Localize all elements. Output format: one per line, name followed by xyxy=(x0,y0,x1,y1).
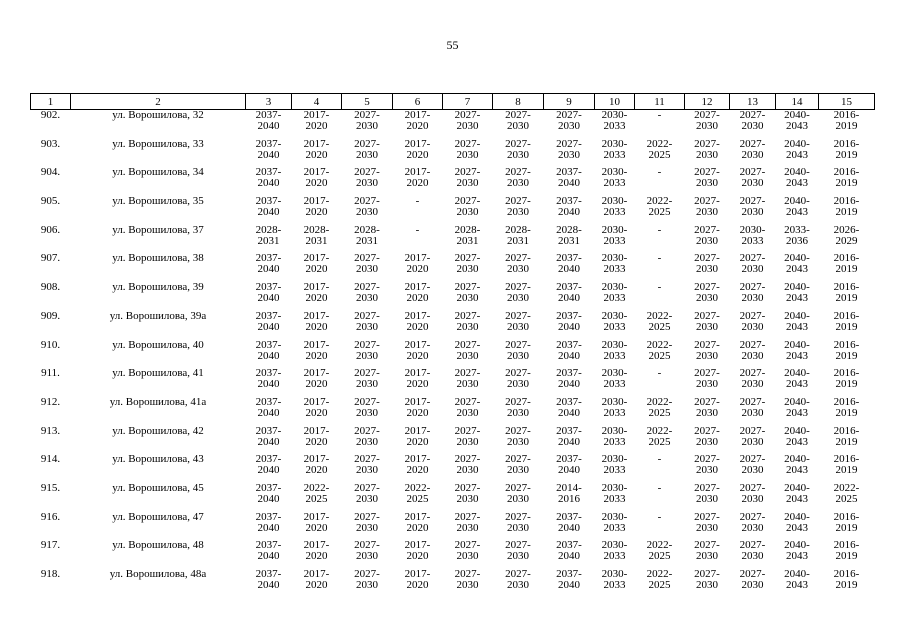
period-cell: 2016- 2019 xyxy=(833,109,860,132)
period-cell: 2016- 2019 xyxy=(833,166,860,190)
period-cell: 2027- 2030 xyxy=(505,539,531,563)
period-cell: 2017- 2020 xyxy=(303,424,330,448)
table-row xyxy=(31,282,875,311)
period-cell: 2027- 2030 xyxy=(454,424,481,448)
period-cell: 2027- 2030 xyxy=(354,395,380,419)
period-cell: 2037- 2040 xyxy=(556,309,582,333)
period-cell: 2027- 2030 xyxy=(454,367,481,391)
column-header: 2 xyxy=(71,94,246,110)
table-row xyxy=(31,253,875,282)
period-cell: 2027- 2030 xyxy=(354,510,380,534)
period-cell: 2027- 2030 xyxy=(739,252,766,276)
table-row xyxy=(31,540,875,569)
period-cell: - xyxy=(657,481,662,494)
period-cell: 2022- 2025 xyxy=(646,195,673,219)
period-cell: 2030- 2033 xyxy=(601,195,628,219)
period-cell: 2037- 2040 xyxy=(255,338,282,362)
period-cell: 2016- 2019 xyxy=(833,338,860,362)
period-cell: 2037- 2040 xyxy=(556,453,582,477)
period-cell: 2027- 2030 xyxy=(556,109,582,132)
row-number: 905. xyxy=(40,195,61,208)
period-cell: 2037- 2040 xyxy=(255,137,282,161)
period-cell: 2028- 2031 xyxy=(255,223,282,247)
period-cell: 2027- 2030 xyxy=(739,195,766,219)
period-cell: 2016- 2019 xyxy=(833,195,860,219)
period-cell: 2030- 2033 xyxy=(739,223,766,247)
period-cell: 2027- 2030 xyxy=(694,338,720,362)
period-cell: 2027- 2030 xyxy=(354,453,380,477)
period-cell: 2040- 2043 xyxy=(784,481,810,505)
period-cell: 2037- 2040 xyxy=(556,568,582,591)
period-cell: 2027- 2030 xyxy=(454,510,481,534)
period-cell: 2027- 2030 xyxy=(739,281,766,305)
header-row xyxy=(31,94,875,110)
period-cell: 2027- 2030 xyxy=(505,367,531,391)
period-cell: 2017- 2020 xyxy=(404,252,431,276)
row-number: 911. xyxy=(41,367,60,380)
table-body xyxy=(31,110,875,598)
period-cell: 2017- 2020 xyxy=(303,252,330,276)
period-cell: 2037- 2040 xyxy=(556,367,582,391)
schedule-table xyxy=(30,93,875,598)
column-header: 12 xyxy=(685,94,730,110)
column-header: 13 xyxy=(730,94,776,110)
period-cell: 2027- 2030 xyxy=(454,338,481,362)
row-number: 913. xyxy=(40,424,61,437)
period-cell: 2030- 2033 xyxy=(601,309,628,333)
period-cell: 2027- 2030 xyxy=(454,395,481,419)
period-cell: 2027- 2030 xyxy=(739,453,766,477)
period-cell: 2030- 2033 xyxy=(601,510,628,534)
period-cell: 2017- 2020 xyxy=(404,539,431,563)
period-cell: 2027- 2030 xyxy=(694,367,720,391)
period-cell: 2017- 2020 xyxy=(303,395,330,419)
period-cell: 2022- 2025 xyxy=(646,309,673,333)
table-row xyxy=(31,397,875,426)
period-cell: 2017- 2020 xyxy=(404,424,431,448)
period-cell: 2027- 2030 xyxy=(354,539,380,563)
period-cell: 2017- 2020 xyxy=(303,137,330,161)
period-cell: 2027- 2030 xyxy=(739,539,766,563)
table-row xyxy=(31,454,875,483)
row-number: 916. xyxy=(40,510,61,523)
period-cell: 2028- 2031 xyxy=(303,223,330,247)
row-address: ул. Ворошилова, 32 xyxy=(112,109,204,121)
period-cell: 2037- 2040 xyxy=(255,395,282,419)
period-cell: 2037- 2040 xyxy=(255,195,282,219)
row-address: ул. Ворошилова, 40 xyxy=(112,338,204,351)
row-number: 912. xyxy=(40,395,61,408)
period-cell: 2030- 2033 xyxy=(601,109,628,132)
period-cell: 2040- 2043 xyxy=(784,252,810,276)
period-cell: 2022- 2025 xyxy=(646,137,673,161)
period-cell: 2027- 2030 xyxy=(454,453,481,477)
column-header: 10 xyxy=(595,94,635,110)
period-cell: 2027- 2030 xyxy=(739,137,766,161)
row-number: 903. xyxy=(40,137,61,150)
period-cell: 2033- 2036 xyxy=(784,223,810,247)
period-cell: 2027- 2030 xyxy=(354,481,380,505)
period-cell: 2037- 2040 xyxy=(255,424,282,448)
period-cell: 2016- 2019 xyxy=(833,510,860,534)
period-cell: 2040- 2043 xyxy=(784,338,810,362)
column-header: 4 xyxy=(292,94,342,110)
period-cell: 2022- 2025 xyxy=(646,338,673,362)
column-header: 11 xyxy=(635,94,685,110)
period-cell: 2037- 2040 xyxy=(255,510,282,534)
period-cell: 2016- 2019 xyxy=(833,395,860,419)
period-cell: 2022- 2025 xyxy=(404,481,431,505)
period-cell: 2027- 2030 xyxy=(694,252,720,276)
period-cell: - xyxy=(657,510,662,523)
period-cell: 2027- 2030 xyxy=(694,195,720,219)
period-cell: 2027- 2030 xyxy=(739,481,766,505)
table-row xyxy=(31,368,875,397)
column-header: 15 xyxy=(819,94,875,110)
period-cell: 2027- 2030 xyxy=(454,137,481,161)
period-cell: 2027- 2030 xyxy=(454,281,481,305)
period-cell: 2017- 2020 xyxy=(303,166,330,190)
period-cell: 2037- 2040 xyxy=(255,309,282,333)
period-cell: 2017- 2020 xyxy=(404,281,431,305)
row-address: ул. Ворошилова, 41 xyxy=(112,367,204,380)
period-cell: - xyxy=(657,453,662,466)
period-cell: 2037- 2040 xyxy=(255,453,282,477)
period-cell: 2027- 2030 xyxy=(694,395,720,419)
row-address: ул. Ворошилова, 42 xyxy=(112,424,204,437)
period-cell: 2027- 2030 xyxy=(694,568,720,591)
period-cell: 2016- 2019 xyxy=(833,309,860,333)
period-cell: 2037- 2040 xyxy=(556,424,582,448)
period-cell: 2027- 2030 xyxy=(354,137,380,161)
period-cell: 2017- 2020 xyxy=(303,195,330,219)
table-row xyxy=(31,167,875,196)
period-cell: 2027- 2030 xyxy=(354,109,380,132)
row-number: 904. xyxy=(40,166,61,179)
period-cell: 2027- 2030 xyxy=(505,195,531,219)
period-cell: 2027- 2030 xyxy=(354,281,380,305)
period-cell: 2017- 2020 xyxy=(303,539,330,563)
period-cell: 2030- 2033 xyxy=(601,166,628,190)
period-cell: 2027- 2030 xyxy=(454,539,481,563)
period-cell: - xyxy=(657,281,662,294)
row-number: 910. xyxy=(40,338,61,351)
table-row xyxy=(31,311,875,340)
period-cell: 2028- 2031 xyxy=(505,223,531,247)
period-cell: 2027- 2030 xyxy=(739,367,766,391)
period-cell: 2017- 2020 xyxy=(303,453,330,477)
period-cell: 2017- 2020 xyxy=(303,109,330,132)
row-address: ул. Ворошилова, 45 xyxy=(112,481,204,494)
table-row xyxy=(31,340,875,369)
row-number: 915. xyxy=(40,481,61,494)
period-cell: 2016- 2019 xyxy=(833,367,860,391)
period-cell: 2027- 2030 xyxy=(694,109,720,132)
period-cell: 2022- 2025 xyxy=(646,568,673,591)
period-cell: 2040- 2043 xyxy=(784,568,810,591)
period-cell: 2027- 2030 xyxy=(694,510,720,534)
period-cell: 2027- 2030 xyxy=(354,195,380,219)
table-row xyxy=(31,569,875,598)
table-row xyxy=(31,196,875,225)
period-cell: 2017- 2020 xyxy=(404,137,431,161)
period-cell: 2040- 2043 xyxy=(784,395,810,419)
period-cell: 2030- 2033 xyxy=(601,424,628,448)
period-cell: 2027- 2030 xyxy=(354,309,380,333)
period-cell: 2027- 2030 xyxy=(354,568,380,591)
period-cell: 2030- 2033 xyxy=(601,539,628,563)
period-cell: 2027- 2030 xyxy=(354,367,380,391)
period-cell: 2037- 2040 xyxy=(556,195,582,219)
row-address: ул. Ворошилова, 35 xyxy=(112,195,204,208)
period-cell: 2030- 2033 xyxy=(601,453,628,477)
period-cell: 2030- 2033 xyxy=(601,137,628,161)
period-cell: 2016- 2019 xyxy=(833,137,860,161)
period-cell: 2027- 2030 xyxy=(739,309,766,333)
period-cell: 2027- 2030 xyxy=(694,309,720,333)
period-cell: 2028- 2031 xyxy=(556,223,582,247)
period-cell: 2027- 2030 xyxy=(354,338,380,362)
period-cell: 2037- 2040 xyxy=(556,510,582,534)
period-cell: - xyxy=(657,109,662,121)
row-address: ул. Ворошилова, 39а xyxy=(109,309,207,322)
period-cell: 2040- 2043 xyxy=(784,309,810,333)
period-cell: 2027- 2030 xyxy=(505,137,531,161)
period-cell: 2017- 2020 xyxy=(404,453,431,477)
period-cell: 2027- 2030 xyxy=(505,510,531,534)
row-address: ул. Ворошилова, 48а xyxy=(109,568,207,580)
period-cell: 2027- 2030 xyxy=(694,281,720,305)
period-cell: 2027- 2030 xyxy=(454,309,481,333)
period-cell: 2040- 2043 xyxy=(784,510,810,534)
period-cell: 2040- 2043 xyxy=(784,137,810,161)
period-cell: 2027- 2030 xyxy=(694,137,720,161)
period-cell: 2017- 2020 xyxy=(404,338,431,362)
row-number: 918. xyxy=(40,568,61,580)
period-cell: 2040- 2043 xyxy=(784,424,810,448)
period-cell: 2040- 2043 xyxy=(784,195,810,219)
period-cell: - xyxy=(657,223,662,236)
row-address: ул. Ворошилова, 38 xyxy=(112,252,204,265)
period-cell: 2017- 2020 xyxy=(404,166,431,190)
period-cell: 2030- 2033 xyxy=(601,568,628,591)
period-cell: - xyxy=(415,223,420,236)
period-cell: 2037- 2040 xyxy=(556,539,582,563)
period-cell: 2037- 2040 xyxy=(255,481,282,505)
period-cell: 2017- 2020 xyxy=(303,568,330,591)
period-cell: 2030- 2033 xyxy=(601,481,628,505)
period-cell: 2027- 2030 xyxy=(505,424,531,448)
row-address: ул. Ворошилова, 43 xyxy=(112,453,204,466)
column-header: 9 xyxy=(544,94,595,110)
period-cell: 2027- 2030 xyxy=(694,539,720,563)
column-header: 14 xyxy=(776,94,819,110)
period-cell: 2014- 2016 xyxy=(556,481,582,505)
period-cell: 2030- 2033 xyxy=(601,252,628,276)
row-number: 907. xyxy=(40,252,61,265)
period-cell: 2016- 2019 xyxy=(833,568,860,591)
period-cell: 2040- 2043 xyxy=(784,453,810,477)
period-cell: 2027- 2030 xyxy=(354,424,380,448)
row-number: 909. xyxy=(40,309,61,322)
period-cell: 2028- 2031 xyxy=(354,223,380,247)
period-cell: 2030- 2033 xyxy=(601,338,628,362)
period-cell: 2027- 2030 xyxy=(694,453,720,477)
period-cell: 2017- 2020 xyxy=(303,338,330,362)
period-cell: 2022- 2025 xyxy=(833,481,860,505)
period-cell: 2017- 2020 xyxy=(404,395,431,419)
period-cell: 2017- 2020 xyxy=(404,367,431,391)
table-row xyxy=(31,512,875,541)
period-cell: 2017- 2020 xyxy=(404,109,431,132)
period-cell: 2016- 2019 xyxy=(833,252,860,276)
period-cell: 2037- 2040 xyxy=(255,109,282,132)
period-cell: - xyxy=(657,166,662,179)
period-cell: - xyxy=(657,367,662,380)
period-cell: 2016- 2019 xyxy=(833,539,860,563)
period-cell: 2027- 2030 xyxy=(505,481,531,505)
period-cell: 2027- 2030 xyxy=(505,453,531,477)
period-cell: 2037- 2040 xyxy=(255,539,282,563)
period-cell: 2037- 2040 xyxy=(556,166,582,190)
period-cell: 2027- 2030 xyxy=(505,109,531,132)
period-cell: 2027- 2030 xyxy=(739,109,766,132)
period-cell: 2027- 2030 xyxy=(454,568,481,591)
period-cell: 2027- 2030 xyxy=(354,166,380,190)
table-row xyxy=(31,225,875,254)
period-cell: 2037- 2040 xyxy=(556,395,582,419)
row-address: ул. Ворошилова, 37 xyxy=(112,223,204,236)
row-number: 906. xyxy=(40,223,61,236)
period-cell: 2028- 2031 xyxy=(454,223,481,247)
row-address: ул. Ворошилова, 47 xyxy=(112,510,204,523)
period-cell: 2027- 2030 xyxy=(739,166,766,190)
period-cell: 2037- 2040 xyxy=(255,281,282,305)
period-cell: 2040- 2043 xyxy=(784,539,810,563)
period-cell: 2026- 2029 xyxy=(833,223,860,247)
period-cell: 2037- 2040 xyxy=(255,252,282,276)
period-cell: 2017- 2020 xyxy=(404,309,431,333)
period-cell: 2027- 2030 xyxy=(694,424,720,448)
period-cell: 2016- 2019 xyxy=(833,424,860,448)
column-header: 1 xyxy=(31,94,71,110)
period-cell: 2027- 2030 xyxy=(694,481,720,505)
period-cell: 2022- 2025 xyxy=(303,481,330,505)
period-cell: 2027- 2030 xyxy=(739,338,766,362)
period-cell: 2037- 2040 xyxy=(255,367,282,391)
period-cell: 2022- 2025 xyxy=(646,395,673,419)
period-cell: 2027- 2030 xyxy=(505,395,531,419)
period-cell: 2027- 2030 xyxy=(454,252,481,276)
period-cell: 2017- 2020 xyxy=(404,510,431,534)
period-cell: 2027- 2030 xyxy=(454,166,481,190)
period-cell: 2017- 2020 xyxy=(303,309,330,333)
column-header: 6 xyxy=(393,94,443,110)
period-cell: 2027- 2030 xyxy=(454,481,481,505)
period-cell: 2037- 2040 xyxy=(556,281,582,305)
period-cell: 2017- 2020 xyxy=(303,281,330,305)
period-cell: 2016- 2019 xyxy=(833,453,860,477)
row-address: ул. Ворошилова, 34 xyxy=(112,166,204,179)
period-cell: 2037- 2040 xyxy=(556,252,582,276)
row-number: 902. xyxy=(40,109,61,121)
period-cell: 2017- 2020 xyxy=(303,367,330,391)
row-address: ул. Ворошилова, 41а xyxy=(109,395,207,408)
period-cell: 2027- 2030 xyxy=(739,568,766,591)
period-cell: 2030- 2033 xyxy=(601,395,628,419)
period-cell: 2022- 2025 xyxy=(646,539,673,563)
period-cell: 2016- 2019 xyxy=(833,281,860,305)
period-cell: 2040- 2043 xyxy=(784,367,810,391)
period-cell: 2027- 2030 xyxy=(739,510,766,534)
period-cell: 2027- 2030 xyxy=(739,424,766,448)
period-cell: 2037- 2040 xyxy=(556,338,582,362)
period-cell: 2030- 2033 xyxy=(601,223,628,247)
period-cell: 2030- 2033 xyxy=(601,367,628,391)
period-cell: 2030- 2033 xyxy=(601,281,628,305)
row-number: 917. xyxy=(40,539,61,552)
column-header: 7 xyxy=(443,94,493,110)
column-header: 5 xyxy=(342,94,393,110)
table-row xyxy=(31,483,875,512)
period-cell: 2027- 2030 xyxy=(505,309,531,333)
row-number: 914. xyxy=(40,453,61,466)
period-cell: 2040- 2043 xyxy=(784,166,810,190)
period-cell: 2027- 2030 xyxy=(505,568,531,591)
period-cell: - xyxy=(657,252,662,265)
period-cell: 2027- 2030 xyxy=(454,195,481,219)
period-cell: 2037- 2040 xyxy=(255,166,282,190)
period-cell: 2027- 2030 xyxy=(454,109,481,132)
column-header: 8 xyxy=(493,94,544,110)
period-cell: 2027- 2030 xyxy=(505,166,531,190)
period-cell: 2027- 2030 xyxy=(354,252,380,276)
period-cell: 2027- 2030 xyxy=(505,338,531,362)
table-row xyxy=(31,110,875,139)
period-cell: - xyxy=(415,195,420,208)
column-header: 3 xyxy=(246,94,292,110)
row-address: ул. Ворошилова, 39 xyxy=(112,281,204,294)
period-cell: 2027- 2030 xyxy=(505,252,531,276)
table-row xyxy=(31,426,875,455)
period-cell: 2037- 2040 xyxy=(255,568,282,591)
period-cell: 2022- 2025 xyxy=(646,424,673,448)
period-cell: 2027- 2030 xyxy=(505,281,531,305)
row-number: 908. xyxy=(40,281,61,294)
page-number: 55 xyxy=(446,38,459,52)
period-cell: 2027- 2030 xyxy=(694,223,720,247)
period-cell: 2040- 2043 xyxy=(784,281,810,305)
period-cell: 2040- 2043 xyxy=(784,109,810,132)
period-cell: 2017- 2020 xyxy=(404,568,431,591)
period-cell: 2027- 2030 xyxy=(694,166,720,190)
period-cell: 2017- 2020 xyxy=(303,510,330,534)
table-row xyxy=(31,139,875,168)
period-cell: 2027- 2030 xyxy=(739,395,766,419)
row-address: ул. Ворошилова, 48 xyxy=(112,539,204,552)
table-header xyxy=(31,94,875,110)
period-cell: 2027- 2030 xyxy=(556,137,582,161)
row-address: ул. Ворошилова, 33 xyxy=(112,137,204,150)
